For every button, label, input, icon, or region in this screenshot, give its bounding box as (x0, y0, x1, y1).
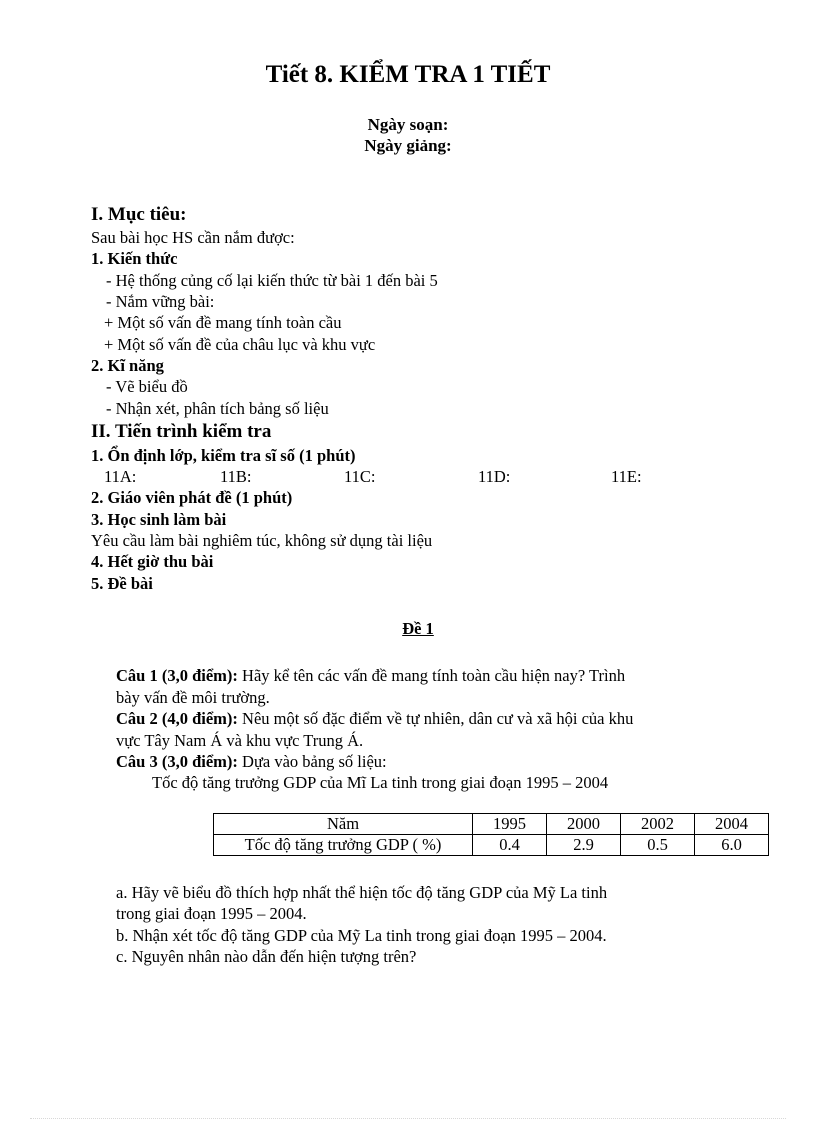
table-header-cell: 1995 (473, 814, 547, 835)
step-1: 1. Ổn định lớp, kiểm tra sĩ số (1 phút) (91, 446, 356, 465)
step-5: 5. Đề bài (91, 574, 153, 593)
table-header-cell: 2004 (695, 814, 769, 835)
table-header-cell: 2000 (547, 814, 621, 835)
table-header-cell: Năm (214, 814, 473, 835)
skills-line: - Nhận xét, phân tích bảng số liệu (106, 399, 329, 418)
step-4: 4. Hết giờ thu bài (91, 552, 214, 571)
knowledge-line: + Một số vấn đề của châu lục và khu vực (104, 335, 376, 354)
section-objectives-heading: I. Mục tiêu: (91, 204, 187, 225)
question-2-text: Nêu một số đặc điểm về tự nhiên, dân cư và xã hội của khu (237, 709, 634, 728)
gdp-table (213, 813, 769, 856)
question-1 (116, 666, 625, 686)
sub-question-a-continued: trong giai đoạn 1995 – 2004. (116, 904, 307, 923)
table-caption: Tốc độ tăng trưởng GDP của Mĩ La tinh trong giai đoạn 1995 – 2004 (152, 773, 609, 792)
step-3: 3. Học sinh làm bài (91, 510, 227, 529)
step-3-note: Yêu cầu làm bài nghiêm túc, không sử dụng tài liệu (91, 531, 433, 550)
class-11b: 11B: (220, 467, 252, 486)
page-title: Tiết 8. KIỂM TRA 1 TIẾT (265, 61, 551, 88)
knowledge-line: - Nắm vững bài: (106, 292, 215, 311)
table-header-row (214, 814, 769, 835)
class-11d: 11D: (478, 467, 511, 486)
table-cell: 6.0 (695, 835, 769, 856)
skills-heading: 2. Kĩ năng (91, 356, 164, 375)
exam-title: Đề 1 (402, 619, 434, 638)
question-2 (116, 709, 633, 729)
sub-question-b: b. Nhận xét tốc độ tăng GDP của Mỹ La tinh trong giai đoạn 1995 – 2004. (116, 926, 607, 945)
question-2-continued: vực Tây Nam Á và khu vực Trung Á. (116, 731, 364, 750)
page-footer-divider (30, 1118, 786, 1119)
knowledge-heading: 1. Kiến thức (91, 249, 178, 268)
table-row (214, 835, 769, 856)
question-2-label: Câu 2 (4,0 điểm): (116, 709, 238, 728)
table-cell: 0.4 (473, 835, 547, 856)
step-2: 2. Giáo viên phát đề (1 phút) (91, 488, 293, 507)
class-11c: 11C: (344, 467, 376, 486)
sub-question-c: c. Nguyên nhân nào dẫn đến hiện tượng trên? (116, 947, 417, 966)
class-11a: 11A: (104, 467, 137, 486)
question-3-text: Dựa vào bảng số liệu: (237, 752, 387, 771)
knowledge-line: + Một số vấn đề mang tính toàn cầu (104, 313, 342, 332)
question-1-text: Hãy kể tên các vấn đề mang tính toàn cầu hiện nay? Trình (237, 666, 626, 685)
question-1-label: Câu 1 (3,0 điểm): (116, 666, 238, 685)
question-1-continued: bày vấn đề môi trường. (116, 688, 270, 707)
date-prepared-label: Ngày soạn: (367, 115, 449, 134)
table-header-cell: 2002 (621, 814, 695, 835)
table-row-label: Tốc độ tăng trưởng GDP ( %) (214, 835, 473, 856)
table-cell: 0.5 (621, 835, 695, 856)
sub-question-a: a. Hãy vẽ biểu đồ thích hợp nhất thể hiện tốc độ tăng GDP của Mỹ La tinh (116, 883, 608, 902)
section-procedure-heading: II. Tiến trình kiểm tra (91, 421, 272, 442)
class-11e: 11E: (611, 467, 642, 486)
table-cell: 2.9 (547, 835, 621, 856)
date-taught-label: Ngày giảng: (364, 136, 452, 155)
knowledge-line: - Hệ thống củng cố lại kiến thức từ bài 1 đến bài 5 (106, 271, 438, 290)
question-3 (116, 752, 387, 772)
objectives-intro: Sau bài học HS cần nắm được: (91, 228, 295, 247)
skills-line: - Vẽ biểu đồ (106, 377, 188, 396)
question-3-label: Câu 3 (3,0 điểm): (116, 752, 238, 771)
